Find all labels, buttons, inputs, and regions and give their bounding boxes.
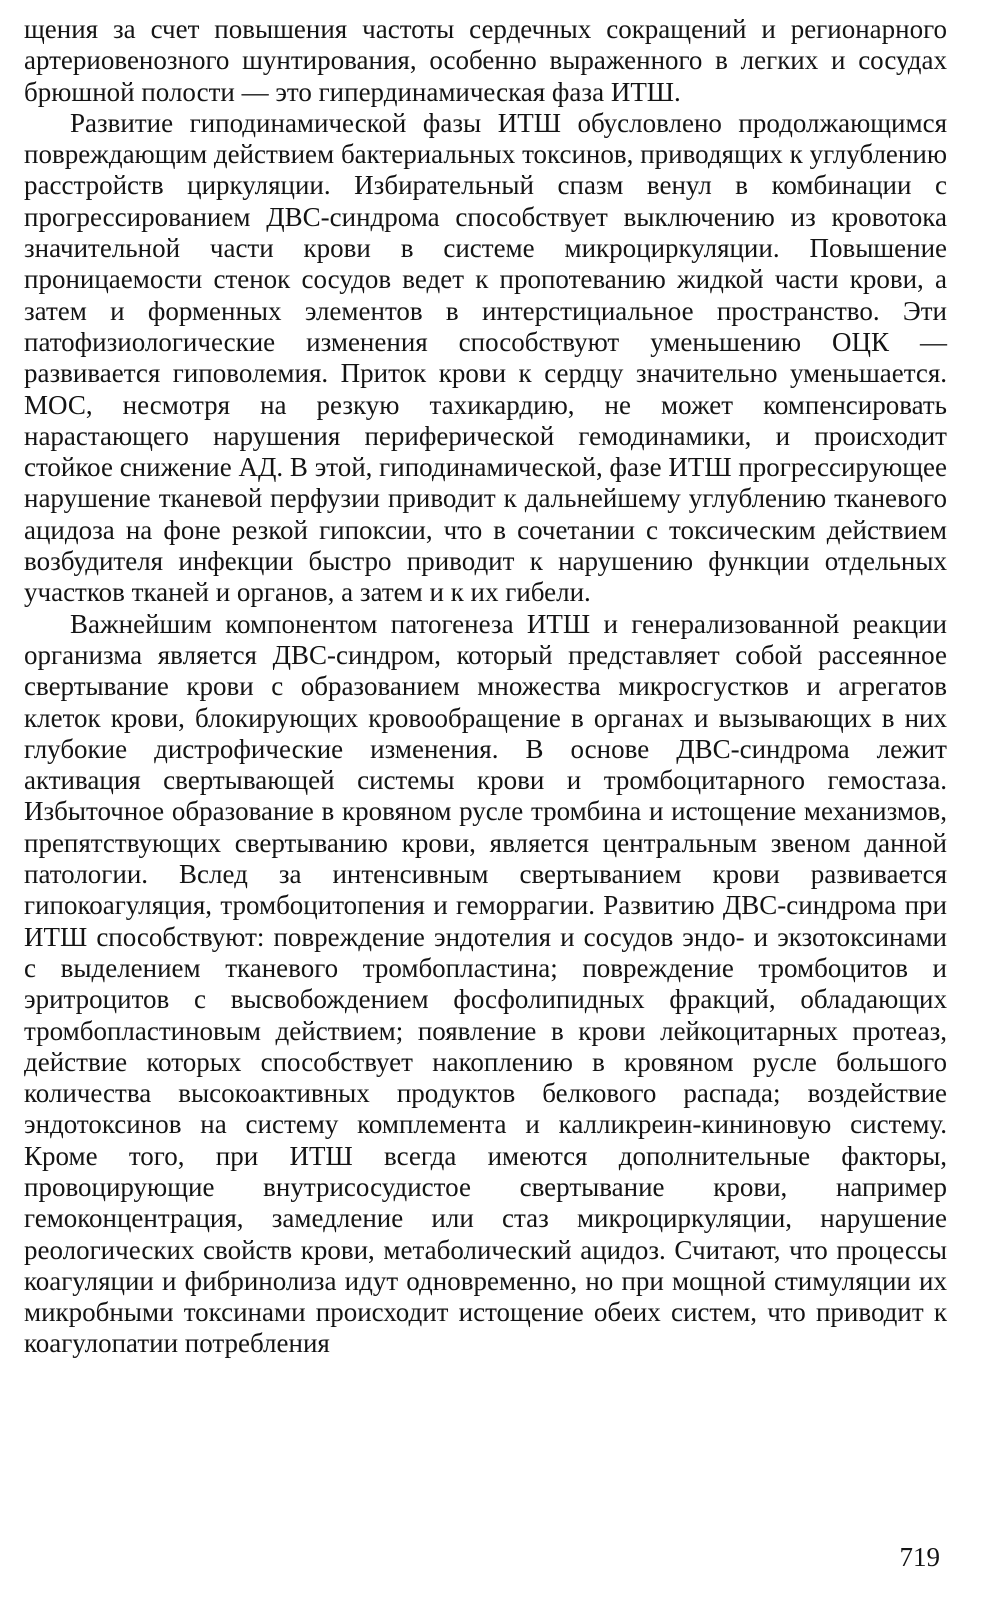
paragraph-continuation: щения за счет повышения частоты сердечных сокращений и регионарного артериовенозного шунтирования, особенно выраженного в легких и сосудах брюшной полости — это гипердинамическая фаза ИТШ.	[24, 14, 947, 107]
paragraph-dic-syndrome: Важнейшим компонентом патогенеза ИТШ и генерализованной реакции организма является ДВС-синдром, который представляет собой рассеянное свертывание крови с образованием множества микросгустков и агрегатов клеток крови, блокирующих кровообращение в органах и вызывающих в них глубокие дистрофические изменения. В основе ДВС-синдрома лежит активация свертывающей системы крови и тромбоцитарного гемостаза. Избыточное образование в кровяном русле тромбина и истощение механизмов, препятствующих свертыванию крови, является центральным звеном данной патологии. Вслед за интенсивным свертыванием крови развивается гипокоагуляция, тромбоцитопения и геморрагии. Развитию ДВС-синдрома при ИТШ способствуют: повреждение эндотелия и сосудов эндо- и экзотоксинами с выделением тканевого тромбопластина; повреждение тромбоцитов и эритроцитов с высвобождением фосфолипидных фракций, обладающих тромбопластиновым действием; появление в крови лейкоцитарных протеаз, действие которых способствует накоплению в кровяном русле большого количества высокоактивных продуктов белкового распада; воздействие эндотоксинов на систему комплемента и калликреин-кининовую систему. Кроме того, при ИТШ всегда имеются дополнительные факторы, провоцирующие внутрисосудистое свертывание крови, например гемоконцентрация, замедление или стаз микроциркуляции, нарушение реологических свойств крови, метаболический ацидоз. Считают, что процессы коагуляции и фибринолиза идут одновременно, но при мощной стимуляции их микробными токсинами происходит истощение обеих систем, что приводит к коагулопатии потребления	[24, 608, 947, 1359]
page-number: 719	[899, 1542, 940, 1572]
paragraph-hypodynamic-phase: Развитие гиподинамической фазы ИТШ обусловлено продолжающимся повреждающим действием бактериальных токсинов, приводящих к углублению расстройств циркуляции. Избирательный спазм венул в комбинации с прогрессированием ДВС-синдрома способствует выключению из кровотока значительной части крови в системе микроциркуляции. Повышение проницаемости стенок сосудов ведет к пропотеванию жидкой части крови, а затем и форменных элементов в интерстициальное пространство. Эти патофизиологические изменения способствуют уменьшению ОЦК — развивается гиповолемия. Приток крови к сердцу значительно уменьшается. МОС, несмотря на резкую тахикардию, не может компенсировать нарастающего нарушения периферической гемодинамики, и происходит стойкое снижение АД. В этой, гиподинамической, фазе ИТШ прогрессирующее нарушение тканевой перфузии приводит к дальнейшему углублению тканевого ацидоза на фоне резкой гипоксии, что в сочетании с токсическим действием возбудителя инфекции быстро приводит к нарушению функции отдельных участков тканей и органов, а затем и к их гибели.	[24, 107, 947, 608]
page-body	[24, 14, 947, 1360]
